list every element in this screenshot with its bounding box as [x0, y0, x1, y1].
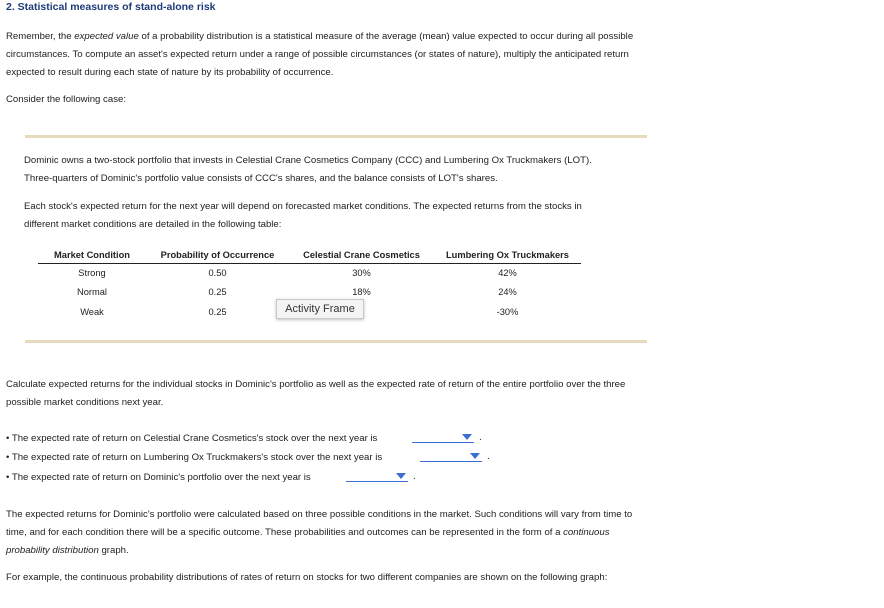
table-cell: -30% [496, 306, 519, 317]
case-paragraph-2: Each stock's expected return for the next year will depend on forecasted market conditions. The expected returns from the stocks in different market conditions are detailed in the following table: [24, 201, 582, 230]
period: . [413, 471, 416, 482]
case-paragraph-1: Dominic owns a two-stock portfolio that invests in Celestial Crane Cosmetics Company (CCC) and Lumbering Ox Truckmakers (LOT). Three-quarters of Dominic's portfolio value consists of CCC's shares, and the balance consists of LOT's shares. [24, 155, 592, 184]
table-cell: 0.50 [208, 268, 227, 278]
ccc-return-dropdown[interactable] [412, 431, 474, 443]
table-cell: 18% [352, 287, 371, 298]
table-cell: Strong [78, 268, 106, 278]
table-cell: 42% [498, 268, 517, 278]
lot-return-dropdown[interactable] [420, 450, 482, 462]
page-title: 2. Statistical measures of stand-alone risk [6, 1, 216, 13]
calc-paragraph: Calculate expected returns for the individual stocks in Dominic's portfolio as well as the expected rate of return of the entire portfolio over the three possible market conditions next year. [6, 379, 626, 408]
table-row [38, 263, 581, 283]
portfolio-return-dropdown[interactable] [346, 470, 408, 482]
period: . [487, 451, 490, 462]
table-cell: Weak [80, 306, 104, 317]
case-bottom-divider [25, 340, 647, 343]
table-cell: 24% [498, 287, 517, 298]
intro-paragraph: Remember, the expected value of a probability distribution is a statistical measure of the average (mean) value expected to occur during all possible circumstances. To compute an asset's expected return under a range of possible circumstances (or states of nature), multiply the anticipated return expected to result during each state of nature by its probability of occurrence. [6, 31, 634, 78]
bullet-ccc-return: • The expected rate of return on Celestial Crane Cosmetics's stock over the next year is [6, 433, 378, 444]
outro-paragraph: The expected returns for Dominic's portfolio were calculated based on three possible conditions in the market. Such conditions will vary from time to time, and for each condition there will be a specific outcome. These probabilities and outcomes can be represented in the form of a continuous probability distribution graph. [6, 509, 633, 556]
bullet-portfolio-return: • The expected rate of return on Dominic's portfolio over the next year is [6, 472, 311, 483]
table-header-row [38, 247, 581, 263]
header-probability: Probability of Occurrence [146, 247, 289, 263]
example-text: For example, the continuous probability distributions of rates of return on stocks for two different companies are shown on the following graph: [6, 572, 608, 583]
period: . [479, 432, 482, 443]
header-lot: Lumbering Ox Truckmakers [434, 247, 581, 263]
header-market-condition: Market Condition [38, 247, 146, 263]
table-cell: 30% [352, 268, 371, 278]
chevron-down-icon [470, 453, 480, 459]
consider-text: Consider the following case: [6, 94, 126, 105]
chevron-down-icon [462, 434, 472, 440]
activity-frame-tooltip: Activity Frame [276, 299, 364, 319]
table-cell: Normal [77, 287, 107, 298]
header-ccc: Celestial Crane Cosmetics [289, 247, 434, 263]
chevron-down-icon [396, 473, 406, 479]
case-top-divider [25, 135, 647, 138]
bullet-lot-return: • The expected rate of return on Lumbering Ox Truckmakers's stock over the next year is [6, 452, 383, 463]
table-cell: 0.25 [208, 306, 227, 317]
table-cell: 0.25 [208, 287, 227, 298]
